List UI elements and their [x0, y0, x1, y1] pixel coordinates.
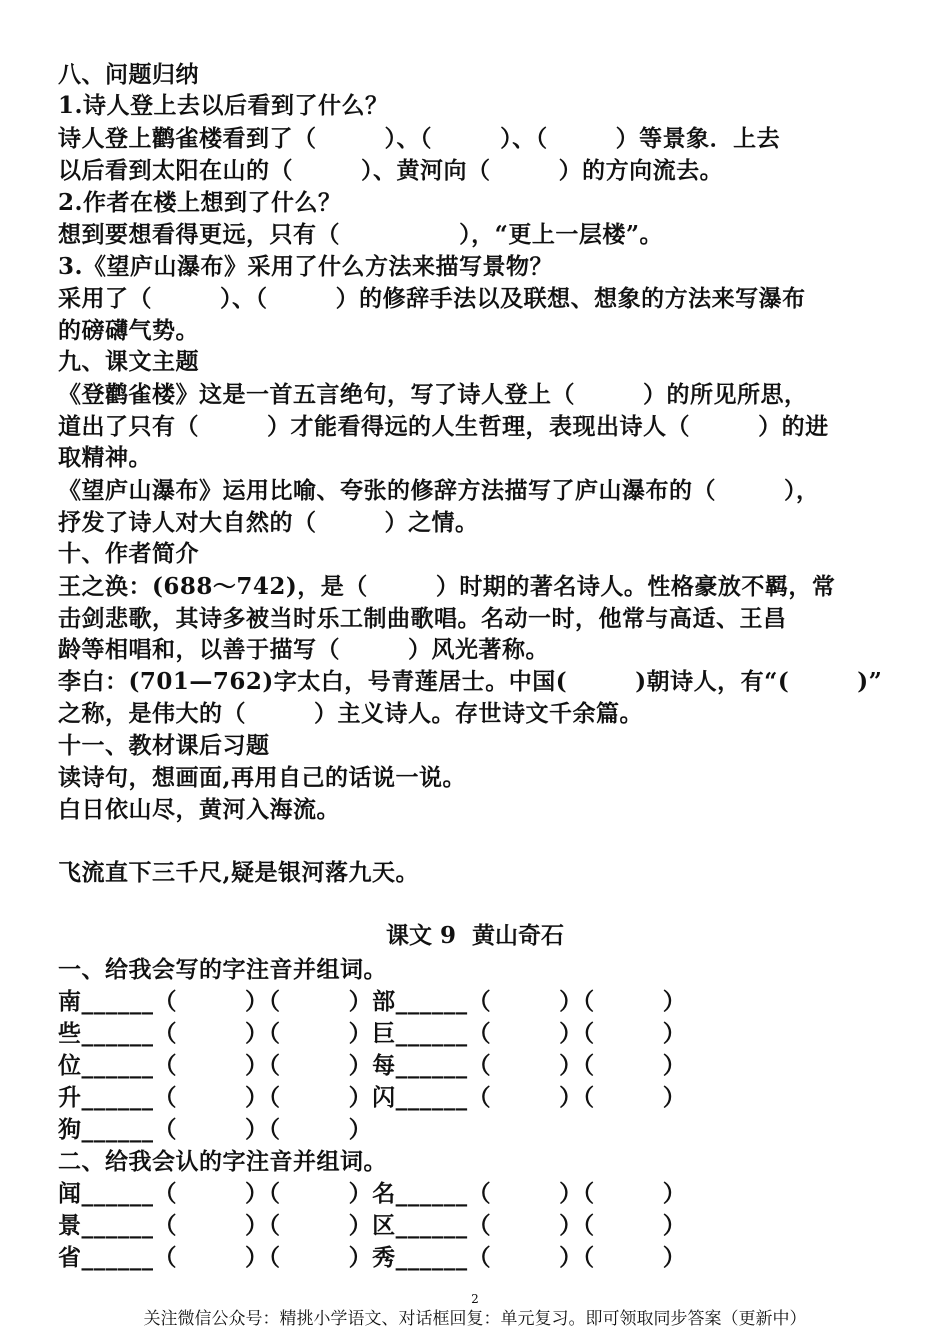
char-row: 升______（ ）（ ）闪______（ ）（ ）: [58, 1084, 687, 1111]
section-heading-summary: 八、问题归纳: [58, 61, 199, 88]
char-row: 省______（ ）（ ）秀______（ ）（ ）: [58, 1244, 687, 1271]
answer-line: 采用了（ ）、（ ）的修辞手法以及联想、想象的方法来写瀑布: [58, 285, 806, 312]
theme-line: 《望庐山瀑布》运用比喻、夸张的修辞方法描写了庐山瀑布的（ ），: [58, 477, 820, 504]
theme-line: 抒发了诗人对大自然的（ ）之情。: [58, 509, 479, 536]
author-line: 李白：(701—762)字太白，号青莲居士。中国( )朝诗人，有“( )”: [58, 668, 883, 695]
section-heading-recognize: 二、给我会认的字注音并组词。: [58, 1148, 387, 1175]
answer-line: 诗人登上鹳雀楼看到了（ ）、（ ）、（ ）等景象．上去: [58, 125, 781, 152]
lesson-title: 课文 9 黄山奇石: [385, 922, 565, 949]
answer-line: 以后看到太阳在山的（ ）、黄河向（ ）的方向流去。: [58, 157, 724, 184]
poem-line: 飞流直下三千尺,疑是银河落九天。: [58, 859, 420, 886]
section-heading-exercises: 十一、教材课后习题: [58, 732, 270, 759]
theme-line: 道出了只有（ ）才能看得远的人生哲理，表现出诗人（ ）的进: [58, 413, 829, 440]
char-row: 南______（ ）（ ）部______（ ）（ ）: [58, 988, 687, 1015]
char-row: 些______（ ）（ ）巨______（ ）（ ）: [58, 1020, 687, 1047]
section-heading-write: 一、给我会写的字注音并组词。: [58, 956, 387, 983]
theme-line: 《登鹳雀楼》这是一首五言绝句，写了诗人登上（ ）的所见所思，: [58, 381, 808, 408]
question-2: 2.作者在楼上想到了什么？: [58, 189, 342, 216]
author-line: 击剑悲歌，其诗多被当时乐工制曲歌唱。名动一时，他常与高适、王昌: [58, 605, 787, 632]
question-3: 3.《望庐山瀑布》采用了什么方法来描写景物？: [58, 253, 554, 280]
answer-line: 的磅礴气势。: [58, 317, 199, 344]
page-number: 2: [471, 1292, 479, 1306]
question-1: 1.诗人登上去以后看到了什么？: [58, 92, 389, 119]
author-line: 王之涣：(688～742)，是（ ）时期的著名诗人。性格豪放不羁，常: [58, 573, 836, 600]
exercise-line: 读诗句，想画面,再用自己的话说一说。: [58, 764, 467, 791]
section-heading-theme: 九、课文主题: [58, 348, 199, 375]
section-heading-authors: 十、作者简介: [58, 540, 199, 567]
author-line: 龄等相唱和，以善于描写（ ）风光著称。: [58, 636, 550, 663]
theme-line: 取精神。: [58, 444, 152, 471]
char-row: 景______（ ）（ ）区______（ ）（ ）: [58, 1212, 687, 1239]
poem-line: 白日依山尽，黄河入海流。: [58, 796, 340, 823]
answer-line: 想到要想看得更远，只有（ ），“更上一层楼”。: [58, 221, 664, 248]
footer-note: 关注微信公众号：精挑小学语文、对话框回复：单元复习。即可领取同步答案（更新中）: [143, 1309, 807, 1329]
author-line: 之称，是伟大的（ ）主义诗人。存世诗文千余篇。: [58, 700, 644, 727]
char-row: 狗______（ ）（ ）: [58, 1116, 373, 1143]
char-row: 位______（ ）（ ）每______（ ）（ ）: [58, 1052, 687, 1079]
char-row: 闻______（ ）（ ）名______（ ）（ ）: [58, 1180, 687, 1207]
